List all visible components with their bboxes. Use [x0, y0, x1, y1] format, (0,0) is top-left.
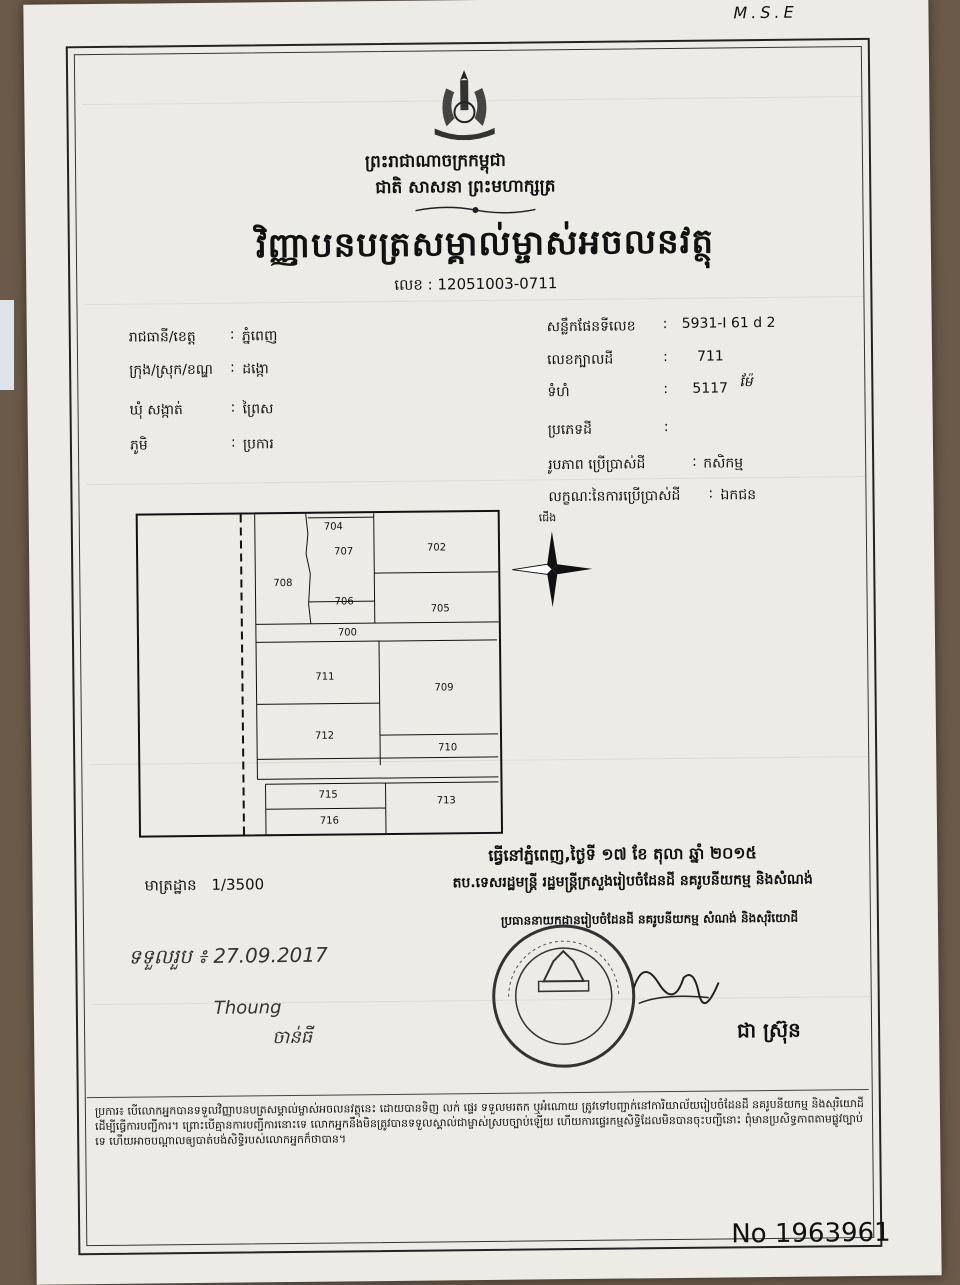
parcel-label: 707 — [334, 546, 354, 558]
certificate-title: វិញ្ញាបនបត្រសម្គាល់ម្ចាស់អចលនវត្ថុ — [255, 221, 715, 267]
parcel-label: 705 — [430, 603, 450, 615]
commune-label: ឃុំ សង្កាត់ — [129, 402, 183, 419]
map-sheet-label: សន្លឹកផែនទីលេខ — [546, 318, 636, 336]
issue-date: ធ្វើនៅភ្នំពេញ,ថ្ងៃទី ១៧ ខែ តុលា ឆ្នាំ ២០១៥ — [488, 843, 757, 865]
province-value: ភ្នំពេញ — [241, 328, 278, 345]
parcel-label: 715 — [318, 789, 338, 801]
district-sep: : — [230, 359, 235, 376]
kingdom-name: ព្រះរាជាណាចក្រកម្ពុជា — [364, 150, 506, 173]
land-type-label: ប្រភេទដី — [547, 421, 593, 439]
certificate-number-label: លេខ : — [394, 275, 433, 294]
compass-rose-icon — [507, 519, 598, 620]
district-value: ដង្កោ — [242, 361, 269, 378]
certificate-number — [394, 274, 557, 298]
stamp-caption: ប្រធាននាយកដ្ឋានរៀបចំដែនដី នគរូបនីយកម្ម សំណង់ និងសុរិយោដី — [500, 910, 799, 928]
background-object — [0, 300, 14, 390]
national-motto: ជាតិ សាសនា ព្រះមហាក្សត្រ — [375, 176, 556, 199]
handwritten-received-date: ទទួលរួប ៖ 27.09.2017 — [128, 942, 328, 969]
parcel-no-sep: : — [662, 349, 668, 366]
province-label: រាជធានី/ខេត្ត — [128, 328, 196, 346]
province-sep: : — [229, 326, 235, 343]
parcel-label: 716 — [319, 815, 340, 827]
parcel-label: 708 — [273, 577, 293, 590]
cadastral-map — [136, 510, 503, 838]
area-sep: : — [663, 381, 669, 398]
serial-number: No 1963961 — [731, 1217, 891, 1250]
north-label: ជើង — [538, 511, 557, 525]
parcel-label: 711 — [315, 671, 335, 683]
commune-value: ព្រៃស — [242, 401, 274, 418]
scale-value: 1/3500 — [211, 875, 265, 894]
handwritten-top-note: M.S.E — [733, 2, 798, 23]
area-value: 5117 — [692, 380, 729, 397]
parcel-no-label: លេខក្បាលដី — [546, 351, 614, 369]
parcel-label: 709 — [434, 682, 454, 694]
official-signature-icon — [623, 947, 724, 1018]
signer-name: ជា ស្រ៊ុន — [736, 1017, 801, 1043]
village-sep: : — [230, 434, 236, 451]
village-label: ភូមិ — [129, 437, 148, 454]
ownership-value: ឯកជន — [720, 487, 757, 504]
land-use-value: កសិកម្ម — [703, 455, 744, 472]
parcel-label: 700 — [337, 627, 358, 639]
ownership-sep: : — [708, 485, 714, 502]
ownership-label: លក្ខណៈនៃការប្រើប្រាស់ដី — [548, 487, 681, 506]
land-use-label: រូបភាព ប្រើប្រាស់ដី — [548, 456, 646, 474]
ornament-divider-icon — [415, 203, 535, 216]
parcel-label: 710 — [438, 742, 458, 754]
certificate-number-value: 12051003-0711 — [437, 274, 558, 294]
parcel-label: 713 — [436, 795, 456, 807]
scale-label: មាត្រដ្ឋាន — [144, 876, 197, 895]
parcel-no-value: 711 — [696, 348, 724, 365]
parcel-label: 706 — [334, 596, 354, 608]
parcel-label: 712 — [314, 730, 335, 742]
district-label: ក្រុង/ស្រុក/ខណ្ឌ — [129, 361, 213, 379]
legal-notice: ប្រការ៖ បើលោកអ្នកបានទទួលវិញ្ញាបនបត្រសម្គាល់ម្ចាស់អចលនវត្ថុនេះ ដោយបានទិញ លក់ ផ្ទេរ ទទួលមរតក ឬអំណោយ ត្រូវទៅបញ្ជាក់នៅការិយាល័យរៀបចំដែនដី នគរូបនីយកម្ម និងសុរិយោដី ដើម្បីធ្វើការបញ្ជីការ។ ព្រោះបើគ្មានការបញ្ជីការនោះទេ លោកអ្នកនឹងមិនត្រូវបានទទួលស្គាល់ជាម្ចាស់ស្របច្បាប់ឡើយ ហើយការផ្ទេរកម្មសិទ្ធិដែលមិនបានចុះបញ្ជីនោះ ពុំមានប្រសិទ្ធភាពតាមផ្លូវច្បាប់ទេ ហើយអាចបណ្តាលឲ្យបាត់បង់សិទ្ធិរបស់លោកអ្នកក៏ថាបាន។ — [94, 1097, 864, 1149]
parcel-label: 704 — [323, 521, 343, 533]
parcel-label: 702 — [426, 542, 447, 554]
village-value: ប្រការ — [242, 436, 274, 453]
official-seal-icon — [488, 920, 640, 1072]
map-sheet-value: 5931-I 61 d 2 — [681, 314, 776, 332]
land-use-sep: : — [692, 453, 697, 470]
handwritten-signature-name: ចាន់ធី — [272, 1026, 313, 1049]
map-scale — [144, 875, 264, 898]
royal-emblem-icon — [424, 68, 505, 141]
certificate-paper — [23, 0, 941, 1285]
land-type-sep: : — [663, 419, 669, 436]
issuing-authority: តប.ទេសរដ្ឋមន្ត្រី រដ្ឋមន្ត្រីក្រសួងរៀបចំដែនដី នគរូបនីយកម្ម និងសំណង់ — [452, 871, 813, 892]
area-unit: ម៉ែ — [739, 374, 753, 391]
area-label: ទំហំ — [547, 384, 570, 401]
handwritten-signature: Thoung — [213, 997, 282, 1019]
map-sheet-sep: : — [662, 316, 668, 333]
commune-sep: : — [230, 399, 236, 416]
